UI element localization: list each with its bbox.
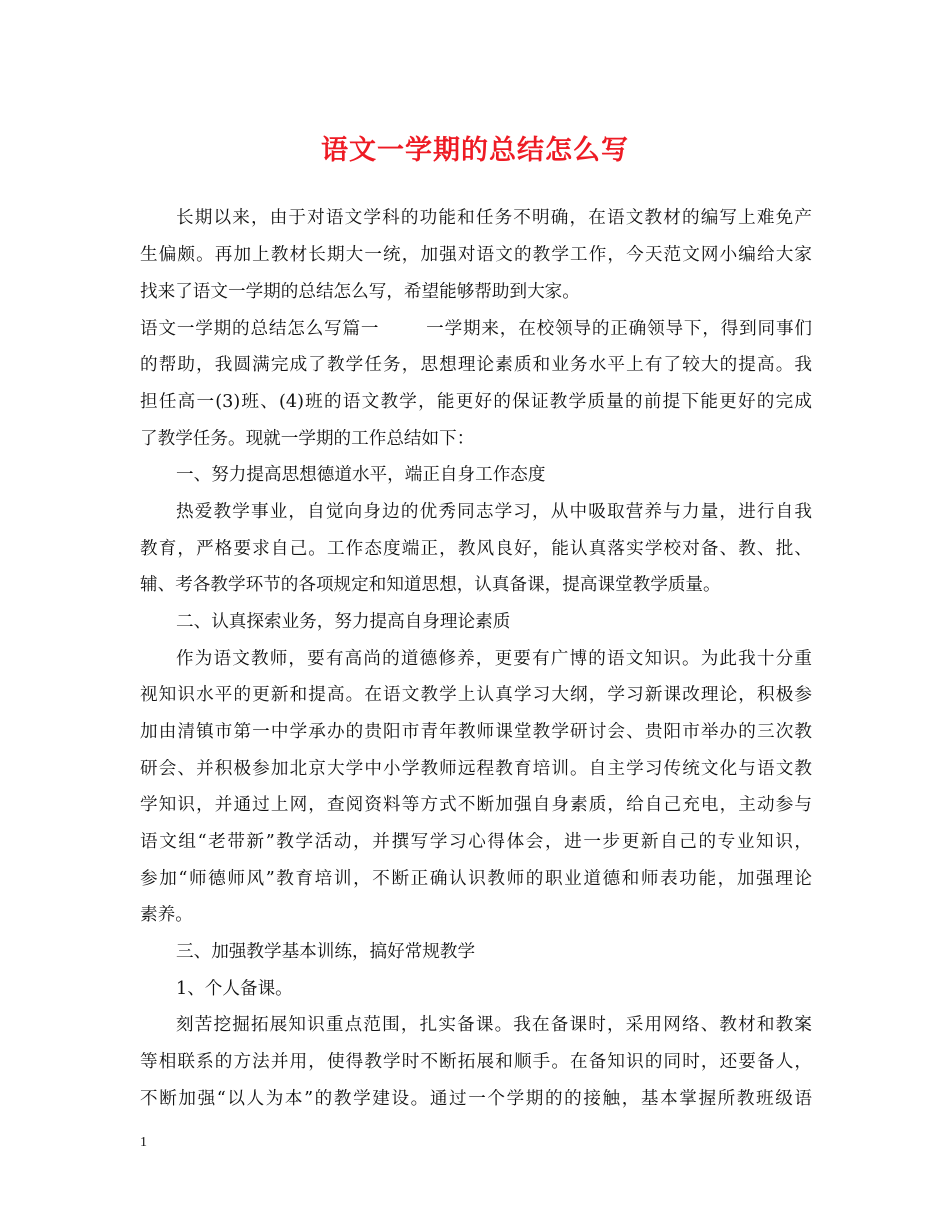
paragraph-line: 生偏颇。再加上教材长期大一统，加强对语文的教学工作，今天范文网小编给大家 (140, 245, 812, 265)
paragraph-line: 找来了语文一学期的总结怎么写，希望能够帮助到大家。 (140, 282, 580, 302)
paragraph-line: 教育，严格要求自己。工作态度端正，教风良好，能认真落实学校对备、教、批、 (140, 539, 812, 559)
section-heading: 一、努力提高思想德道水平，端正自身工作态度 (176, 465, 546, 485)
paragraph-line: 辅、考各教学环节的各项规定和知道思想，认真备课，提高课堂教学质量。 (140, 575, 721, 595)
paragraph-line: 热爱教学事业，自觉向身边的优秀同志学习，从中吸取营养与力量，进行自我 (176, 502, 812, 522)
section-heading: 三、加强教学基本训练，搞好常规教学 (176, 942, 476, 962)
paragraph-line: 不断加强“以人为本”的教学建设。通过一个学期的的接触，基本掌握所教班级语 (140, 1089, 812, 1109)
paragraph-text: 一学期来，在校领导的正确领导下，得到同事们 (425, 319, 812, 339)
paragraph-line: 素养。 (140, 905, 193, 925)
paragraph-line: 的帮助，我圆满完成了教学任务，思想理论素质和业务水平上有了较大的提高。我 (140, 355, 812, 375)
paragraph-line: 担任高一(3)班、(4)班的语文教学，能更好的保证教学质量的前提下能更好的完成 (140, 392, 812, 412)
paragraph-line: 等相联系的方法并用，使得教学时不断拓展和顺手。在备知识的同时，还要备人， (140, 1052, 812, 1072)
paragraph-line: 视知识水平的更新和提高。在语文教学上认真学习大纲，学习新课改理论，积极参 (140, 685, 812, 705)
paragraph-line: 学知识，并通过上网，查阅资料等方式不断加强自身素质，给自己充电，主动参与 (140, 795, 812, 815)
section-heading: 二、认真探索业务，努力提高自身理论素质 (176, 612, 511, 632)
subsection-heading: 1、个人备课。 (176, 979, 293, 999)
paragraph-line: 语文组“老带新”教学活动，并撰写学习心得体会，进一步更新自己的专业知识， (140, 832, 812, 852)
section-heading-line (140, 317, 812, 341)
article-heading: 语文一学期的总结怎么写篇一 (140, 319, 380, 339)
page-number: 1 (140, 1135, 147, 1150)
paragraph-line: 加由清镇市第一中学承办的贵阳市青年教师课堂教学研讨会、贵阳市举办的三次教 (140, 722, 812, 742)
paragraph-line: 长期以来，由于对语文学科的功能和任务不明确，在语文教材的编写上难免产 (176, 208, 812, 228)
paragraph-line: 参加“师德师风”教育培训，不断正确认识教师的职业道德和师表功能，加强理论 (140, 869, 812, 889)
document-title: 语文一学期的总结怎么写 (321, 135, 629, 166)
paragraph-line: 了教学任务。现就一学期的工作总结如下： (140, 429, 475, 449)
paragraph-line: 刻苦挖掘拓展知识重点范围，扎实备课。我在备课时，采用网络、教材和教案 (176, 1015, 812, 1035)
paragraph-line: 研会、并积极参加北京大学中小学教师远程教育培训。自主学习传统文化与语文教 (140, 759, 812, 779)
paragraph-line: 作为语文教师，要有高尚的道德修养，更要有广博的语文知识。为此我十分重 (176, 649, 812, 669)
